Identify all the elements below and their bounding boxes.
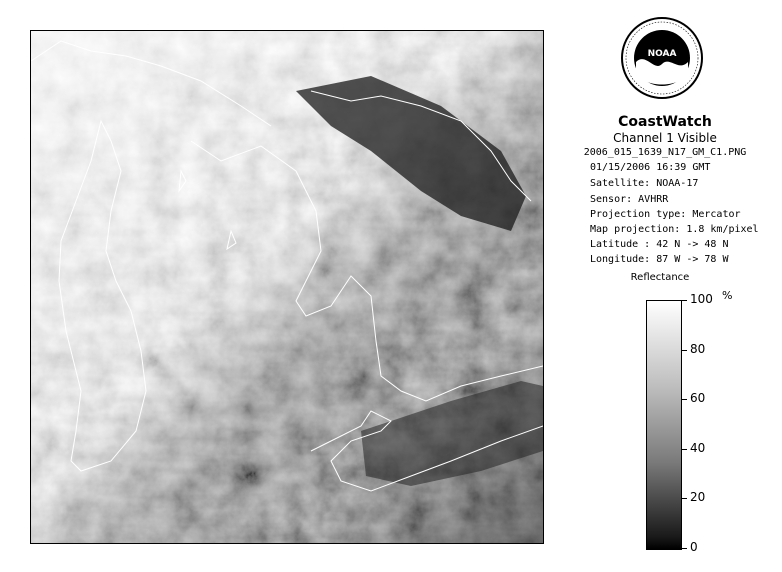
colorbar-title: Reflectance xyxy=(630,272,690,283)
colorbar-tick xyxy=(681,498,687,499)
colorbar-tick-label: 60 xyxy=(690,391,706,405)
colorbar-tick xyxy=(681,300,687,301)
satellite-image xyxy=(30,30,544,544)
satellite-label: Satellite: NOAA-17 xyxy=(590,178,699,189)
latitude-label: Latitude : 42 N -> 48 N xyxy=(590,239,729,250)
map-svg xyxy=(31,31,543,543)
colorbar-tick xyxy=(681,449,687,450)
colorbar-tick-label: 100 xyxy=(690,292,713,306)
sensor-label: Sensor: AVHRR xyxy=(590,194,669,205)
colorbar-tick xyxy=(681,399,687,400)
colorbar-tick-label: 0 xyxy=(690,540,698,554)
noaa-logo-icon xyxy=(620,16,704,100)
map-projection-label: Map projection: 1.8 km/pixel xyxy=(590,224,759,235)
colorbar-unit: % xyxy=(722,289,733,302)
datetime-label: 01/15/2006 16:39 GMT xyxy=(590,162,711,173)
colorbar-tick-label: 40 xyxy=(690,441,706,455)
colorbar-tick xyxy=(681,548,687,549)
filename-label: 2006_015_1639_N17_GM_C1.PNG xyxy=(583,147,747,158)
longitude-label: Longitude: 87 W -> 78 W xyxy=(590,254,729,265)
colorbar xyxy=(646,300,682,550)
brand-title: CoastWatch xyxy=(618,114,712,130)
colorbar-tick-label: 80 xyxy=(690,342,706,356)
noaa-logo-text: NOAA xyxy=(647,49,677,59)
noaa-logo xyxy=(620,16,704,100)
channel-label: Channel 1 Visible xyxy=(613,131,717,145)
colorbar-tick-label: 20 xyxy=(690,490,706,504)
colorbar-tick xyxy=(681,350,687,351)
projection-label: Projection type: Mercator xyxy=(590,209,741,220)
